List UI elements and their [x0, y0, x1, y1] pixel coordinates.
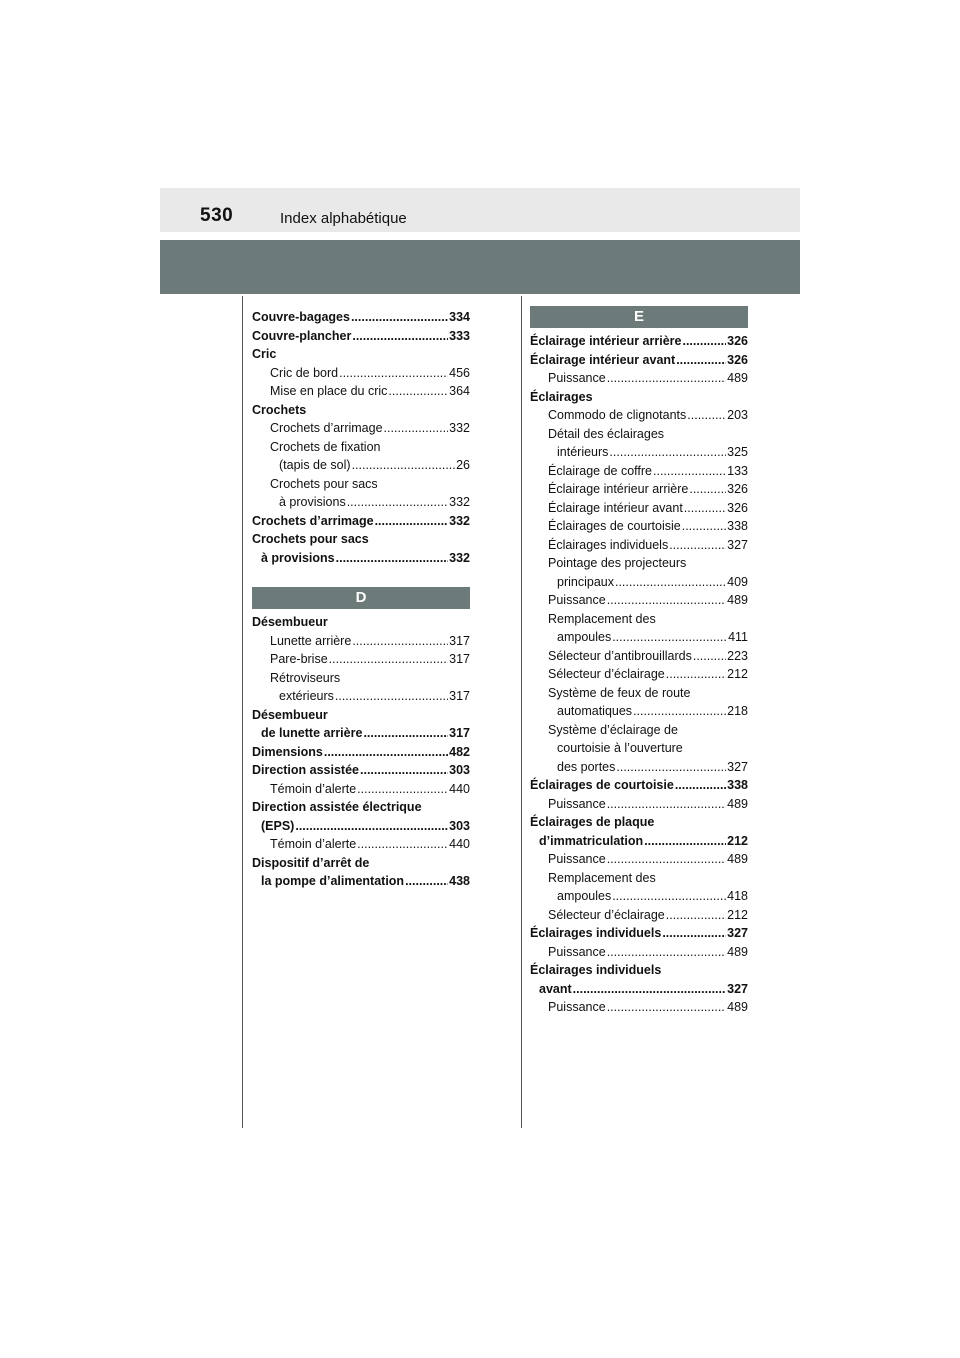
- index-entry-page: 364: [449, 384, 470, 398]
- index-entry-page: 317: [449, 633, 470, 648]
- leader-dots: [633, 702, 726, 721]
- index-entry-page: 332: [449, 550, 470, 565]
- index-entry: [530, 924, 748, 943]
- index-entry: [252, 743, 470, 762]
- index-entry: [252, 345, 470, 364]
- leader-dots: [615, 573, 726, 592]
- index-entry: [530, 795, 748, 814]
- index-entry-label: Pointage des projecteurs: [548, 556, 687, 570]
- index-entry-page: 489: [727, 1000, 748, 1014]
- leader-dots: [607, 998, 726, 1017]
- leader-dots: [682, 332, 726, 351]
- index-entry-page: 203: [727, 408, 748, 422]
- index-entry: [252, 798, 470, 817]
- index-entry-label: Désembueur: [252, 615, 328, 629]
- index-entry-label: avant: [539, 981, 572, 996]
- leader-dots: [388, 382, 448, 401]
- index-entry-label: Détail des éclairages: [548, 426, 665, 441]
- leader-dots: [339, 364, 448, 383]
- index-entry-label: ampoules: [557, 889, 612, 903]
- index-entry-label: Dispositif d’arrêt de: [252, 855, 370, 870]
- index-entry-page: 334: [449, 310, 470, 324]
- leader-dots: [676, 351, 726, 370]
- leader-dots: [347, 493, 448, 512]
- index-column-left: [252, 308, 470, 891]
- leader-dots: [607, 943, 726, 962]
- page-title: Index alphabétique: [280, 210, 407, 227]
- leader-dots: [352, 632, 448, 651]
- index-entry-page: 327: [727, 926, 748, 940]
- index-entry-label: Pare-brise: [270, 652, 328, 666]
- index-entry: [252, 669, 470, 688]
- index-entry-label: Rétroviseurs: [270, 670, 341, 685]
- index-entry: [530, 758, 748, 777]
- page-number: 530: [200, 205, 234, 226]
- index-entry: [530, 980, 748, 999]
- index-entry: [252, 687, 470, 706]
- index-entry-page: 327: [727, 981, 748, 996]
- index-entry: [530, 462, 748, 481]
- leader-dots: [405, 872, 448, 891]
- index-entry: [530, 388, 748, 407]
- leader-dots: [675, 776, 726, 795]
- index-entry-label: Crochets de fixation: [270, 439, 381, 454]
- index-entry-label: Mise en place du cric: [270, 384, 388, 398]
- index-entry: [530, 665, 748, 684]
- leader-dots: [612, 887, 726, 906]
- index-entry-page: 440: [449, 781, 470, 796]
- index-entry-page: 456: [449, 365, 470, 380]
- index-entry-label: Éclairages individuels: [548, 537, 669, 552]
- index-entry: [530, 628, 748, 647]
- leader-dots: [653, 462, 726, 481]
- leader-dots: [363, 724, 448, 743]
- index-entry-label: Témoin d’alerte: [270, 837, 357, 851]
- index-column-right: [530, 302, 748, 1017]
- index-entry-page: 223: [727, 648, 748, 663]
- index-entry-label: intérieurs: [557, 445, 609, 459]
- leader-dots: [682, 517, 726, 536]
- index-entry-page: 332: [449, 421, 470, 435]
- leader-dots: [352, 456, 456, 475]
- index-entry: [252, 456, 470, 475]
- index-entry: [530, 406, 748, 425]
- index-entry: [252, 872, 470, 891]
- leader-dots: [324, 743, 448, 762]
- index-entry-page: 317: [449, 689, 470, 703]
- index-entry-label: Couvre-plancher: [252, 328, 352, 343]
- index-entry-label: Éclairages: [530, 389, 593, 404]
- section-spacer: [252, 567, 470, 583]
- index-entry-page: 326: [727, 334, 748, 348]
- index-entry: [530, 443, 748, 462]
- index-entry: [252, 382, 470, 401]
- index-entry: [530, 647, 748, 666]
- index-entry: [530, 369, 748, 388]
- leader-dots: [336, 549, 449, 568]
- leader-dots: [612, 628, 727, 647]
- index-entry-page: 332: [449, 495, 470, 509]
- leader-dots: [329, 650, 448, 669]
- index-entry-page: 326: [727, 500, 748, 515]
- leader-dots: [644, 832, 726, 851]
- left-column-rule: [242, 296, 243, 1128]
- index-entry-page: 303: [449, 818, 470, 833]
- index-entry-label: Puissance: [548, 796, 606, 811]
- index-entry: [530, 499, 748, 518]
- leader-dots: [609, 443, 726, 462]
- index-entry-label: Remplacement des: [548, 870, 656, 885]
- index-entry: [530, 906, 748, 925]
- index-entry: [530, 702, 748, 721]
- index-entry-label: Dimensions: [252, 744, 323, 759]
- index-entry: [252, 650, 470, 669]
- index-entry-page: 317: [449, 652, 470, 666]
- index-entry: [530, 850, 748, 869]
- index-entry-label: Lunette arrière: [270, 633, 352, 648]
- leader-dots: [607, 369, 726, 388]
- leader-dots: [607, 795, 726, 814]
- leader-dots: [662, 924, 726, 943]
- index-entry-label: Système d’éclairage de: [548, 722, 678, 737]
- index-entry-label: Éclairage intérieur arrière: [548, 482, 689, 496]
- index-entry-label: Sélecteur d’éclairage: [548, 907, 665, 922]
- index-entry: [252, 706, 470, 725]
- index-entry-page: 489: [727, 593, 748, 607]
- index-entry-label: Puissance: [548, 371, 606, 385]
- index-entry-label: Commodo de clignotants: [548, 408, 687, 422]
- index-entry: [530, 684, 748, 703]
- leader-dots: [687, 406, 726, 425]
- index-entry-label: courtoisie à l’ouverture: [557, 741, 683, 755]
- leader-dots: [335, 687, 448, 706]
- leader-dots: [375, 512, 449, 531]
- index-entry-label: Éclairages individuels: [530, 926, 662, 940]
- leader-dots: [684, 499, 726, 518]
- index-entry: [530, 591, 748, 610]
- index-entry-label: Crochets pour sacs: [270, 476, 378, 491]
- index-entry-label: Éclairage intérieur avant: [548, 500, 683, 515]
- index-entry-page: 325: [727, 445, 748, 459]
- index-entry: [530, 351, 748, 370]
- index-entry: [530, 943, 748, 962]
- index-entry-page: 418: [727, 889, 748, 903]
- index-entry-label: Système de feux de route: [548, 685, 691, 700]
- index-entry: [530, 517, 748, 536]
- index-entry-page: 212: [727, 833, 748, 848]
- index-entry-page: 333: [449, 328, 470, 343]
- index-entry: [530, 832, 748, 851]
- index-entry: [530, 425, 748, 444]
- index-entry-label: Sélecteur d’antibrouillards: [548, 648, 692, 663]
- index-entry: [530, 869, 748, 888]
- index-entry: [252, 308, 470, 327]
- header-bar: [160, 188, 800, 232]
- index-entry: [252, 724, 470, 743]
- index-entry-page: 440: [449, 837, 470, 851]
- index-entry-label: Sélecteur d’éclairage: [548, 667, 665, 681]
- index-entry: [252, 475, 470, 494]
- index-entry-label: des portes: [557, 759, 616, 774]
- index-entry: [530, 480, 748, 499]
- index-entry: [530, 961, 748, 980]
- index-entry: [252, 401, 470, 420]
- section-letter-heading: E: [530, 306, 748, 328]
- leader-dots: [616, 758, 726, 777]
- index-entry-page: 489: [727, 852, 748, 866]
- index-entry: [530, 813, 748, 832]
- leader-dots: [295, 817, 448, 836]
- index-entry-page: 327: [727, 759, 748, 774]
- leader-dots: [351, 308, 448, 327]
- index-entry-page: 438: [449, 874, 470, 888]
- index-entry: [530, 887, 748, 906]
- leader-dots: [352, 327, 448, 346]
- index-entry-label: Crochets: [252, 402, 307, 417]
- index-entry: [252, 761, 470, 780]
- index-entry-label: la pompe d’alimentation: [261, 874, 405, 888]
- index-entry-page: 332: [449, 513, 470, 528]
- leader-dots: [607, 850, 726, 869]
- index-entry-page: 303: [449, 763, 470, 777]
- index-entry: [252, 549, 470, 568]
- index-entry-page: 489: [727, 944, 748, 959]
- index-entry: [530, 610, 748, 629]
- index-entry-page: 133: [727, 463, 748, 478]
- index-entry-page: 411: [728, 630, 748, 644]
- index-entry: [252, 530, 470, 549]
- leader-dots: [357, 780, 448, 799]
- index-entry-label: Crochets d’arrimage: [252, 513, 374, 528]
- index-entry: [530, 332, 748, 351]
- index-entry: [252, 632, 470, 651]
- index-entry-label: Couvre-bagages: [252, 310, 350, 324]
- index-entry-label: Éclairage intérieur arrière: [530, 334, 682, 348]
- index-entry-page: 326: [727, 482, 748, 496]
- index-entry-label: principaux: [557, 574, 614, 589]
- index-entry-label: (EPS): [261, 818, 295, 833]
- index-entry-label: Cric de bord: [270, 365, 339, 380]
- index-entry-label: Témoin d’alerte: [270, 781, 357, 796]
- index-entry-label: Cric: [252, 347, 277, 361]
- index-entry-page: 212: [727, 907, 748, 922]
- index-entry-page: 409: [727, 574, 748, 589]
- index-entry-label: Puissance: [548, 1000, 606, 1014]
- index-entry: [252, 493, 470, 512]
- index-entry-page: 482: [449, 744, 470, 759]
- index-entry-label: Direction assistée électrique: [252, 800, 422, 814]
- index-entry-label: Éclairages de courtoisie: [548, 519, 681, 533]
- index-entry-page: 326: [727, 352, 748, 367]
- leader-dots: [689, 480, 726, 499]
- index-entry: [530, 554, 748, 573]
- index-entry: [530, 573, 748, 592]
- leader-dots: [693, 647, 726, 666]
- index-entry-label: extérieurs: [279, 689, 334, 703]
- index-entry-label: Éclairages de plaque: [530, 815, 655, 829]
- section-letter-heading: D: [252, 587, 470, 609]
- index-entry-label: automatiques: [557, 704, 633, 718]
- index-entry-page: 26: [456, 458, 470, 472]
- index-entry-label: Éclairages de courtoisie: [530, 778, 674, 792]
- index-entry-page: 338: [727, 778, 748, 792]
- index-entry-label: Éclairage de coffre: [548, 463, 652, 478]
- index-entry-page: 338: [727, 519, 748, 533]
- index-entry: [252, 817, 470, 836]
- index-entry-label: (tapis de sol): [279, 458, 351, 472]
- index-entry-label: Direction assistée: [252, 763, 359, 777]
- index-entry: [252, 780, 470, 799]
- index-entry-label: d’immatriculation: [539, 833, 644, 848]
- index-entry: [252, 438, 470, 457]
- index-entry: [530, 776, 748, 795]
- index-entry-label: Éclairage intérieur avant: [530, 352, 676, 367]
- leader-dots: [607, 591, 726, 610]
- index-entry-label: à provisions: [261, 550, 335, 565]
- index-entry-label: Puissance: [548, 593, 606, 607]
- index-entry-label: Puissance: [548, 944, 606, 959]
- leader-dots: [360, 761, 448, 780]
- index-entry: [252, 613, 470, 632]
- leader-dots: [666, 906, 726, 925]
- index-entry: [252, 854, 470, 873]
- index-entry-label: à provisions: [279, 495, 346, 509]
- index-entry-label: Remplacement des: [548, 611, 656, 626]
- index-entry: [252, 835, 470, 854]
- index-entry-label: Crochets d’arrimage: [270, 421, 383, 435]
- index-entry-label: Éclairages individuels: [530, 963, 662, 977]
- leader-dots: [384, 419, 449, 438]
- leader-dots: [666, 665, 726, 684]
- index-entry-page: 489: [727, 371, 748, 385]
- leader-dots: [357, 835, 448, 854]
- index-entry-page: 317: [449, 726, 470, 740]
- index-entry-label: de lunette arrière: [261, 726, 363, 740]
- index-entry-label: Désembueur: [252, 707, 328, 722]
- leader-dots: [669, 536, 726, 555]
- index-entry-page: 489: [727, 796, 748, 811]
- index-entry-page: 327: [727, 537, 748, 552]
- index-entry-label: Puissance: [548, 852, 606, 866]
- index-entry: [252, 419, 470, 438]
- index-entry: [530, 721, 748, 740]
- header-band: [160, 240, 800, 294]
- index-entry: [252, 364, 470, 383]
- index-entry-page: 218: [727, 704, 748, 718]
- leader-dots: [573, 980, 726, 999]
- index-entry-label: ampoules: [557, 630, 612, 644]
- index-entry: [252, 327, 470, 346]
- index-entry: [252, 512, 470, 531]
- index-entry: [530, 536, 748, 555]
- index-entry: [530, 739, 748, 758]
- index-entry: [530, 998, 748, 1017]
- index-entry-label: Crochets pour sacs: [252, 532, 369, 546]
- index-entry-page: 212: [727, 667, 748, 681]
- right-column-rule: [521, 296, 522, 1128]
